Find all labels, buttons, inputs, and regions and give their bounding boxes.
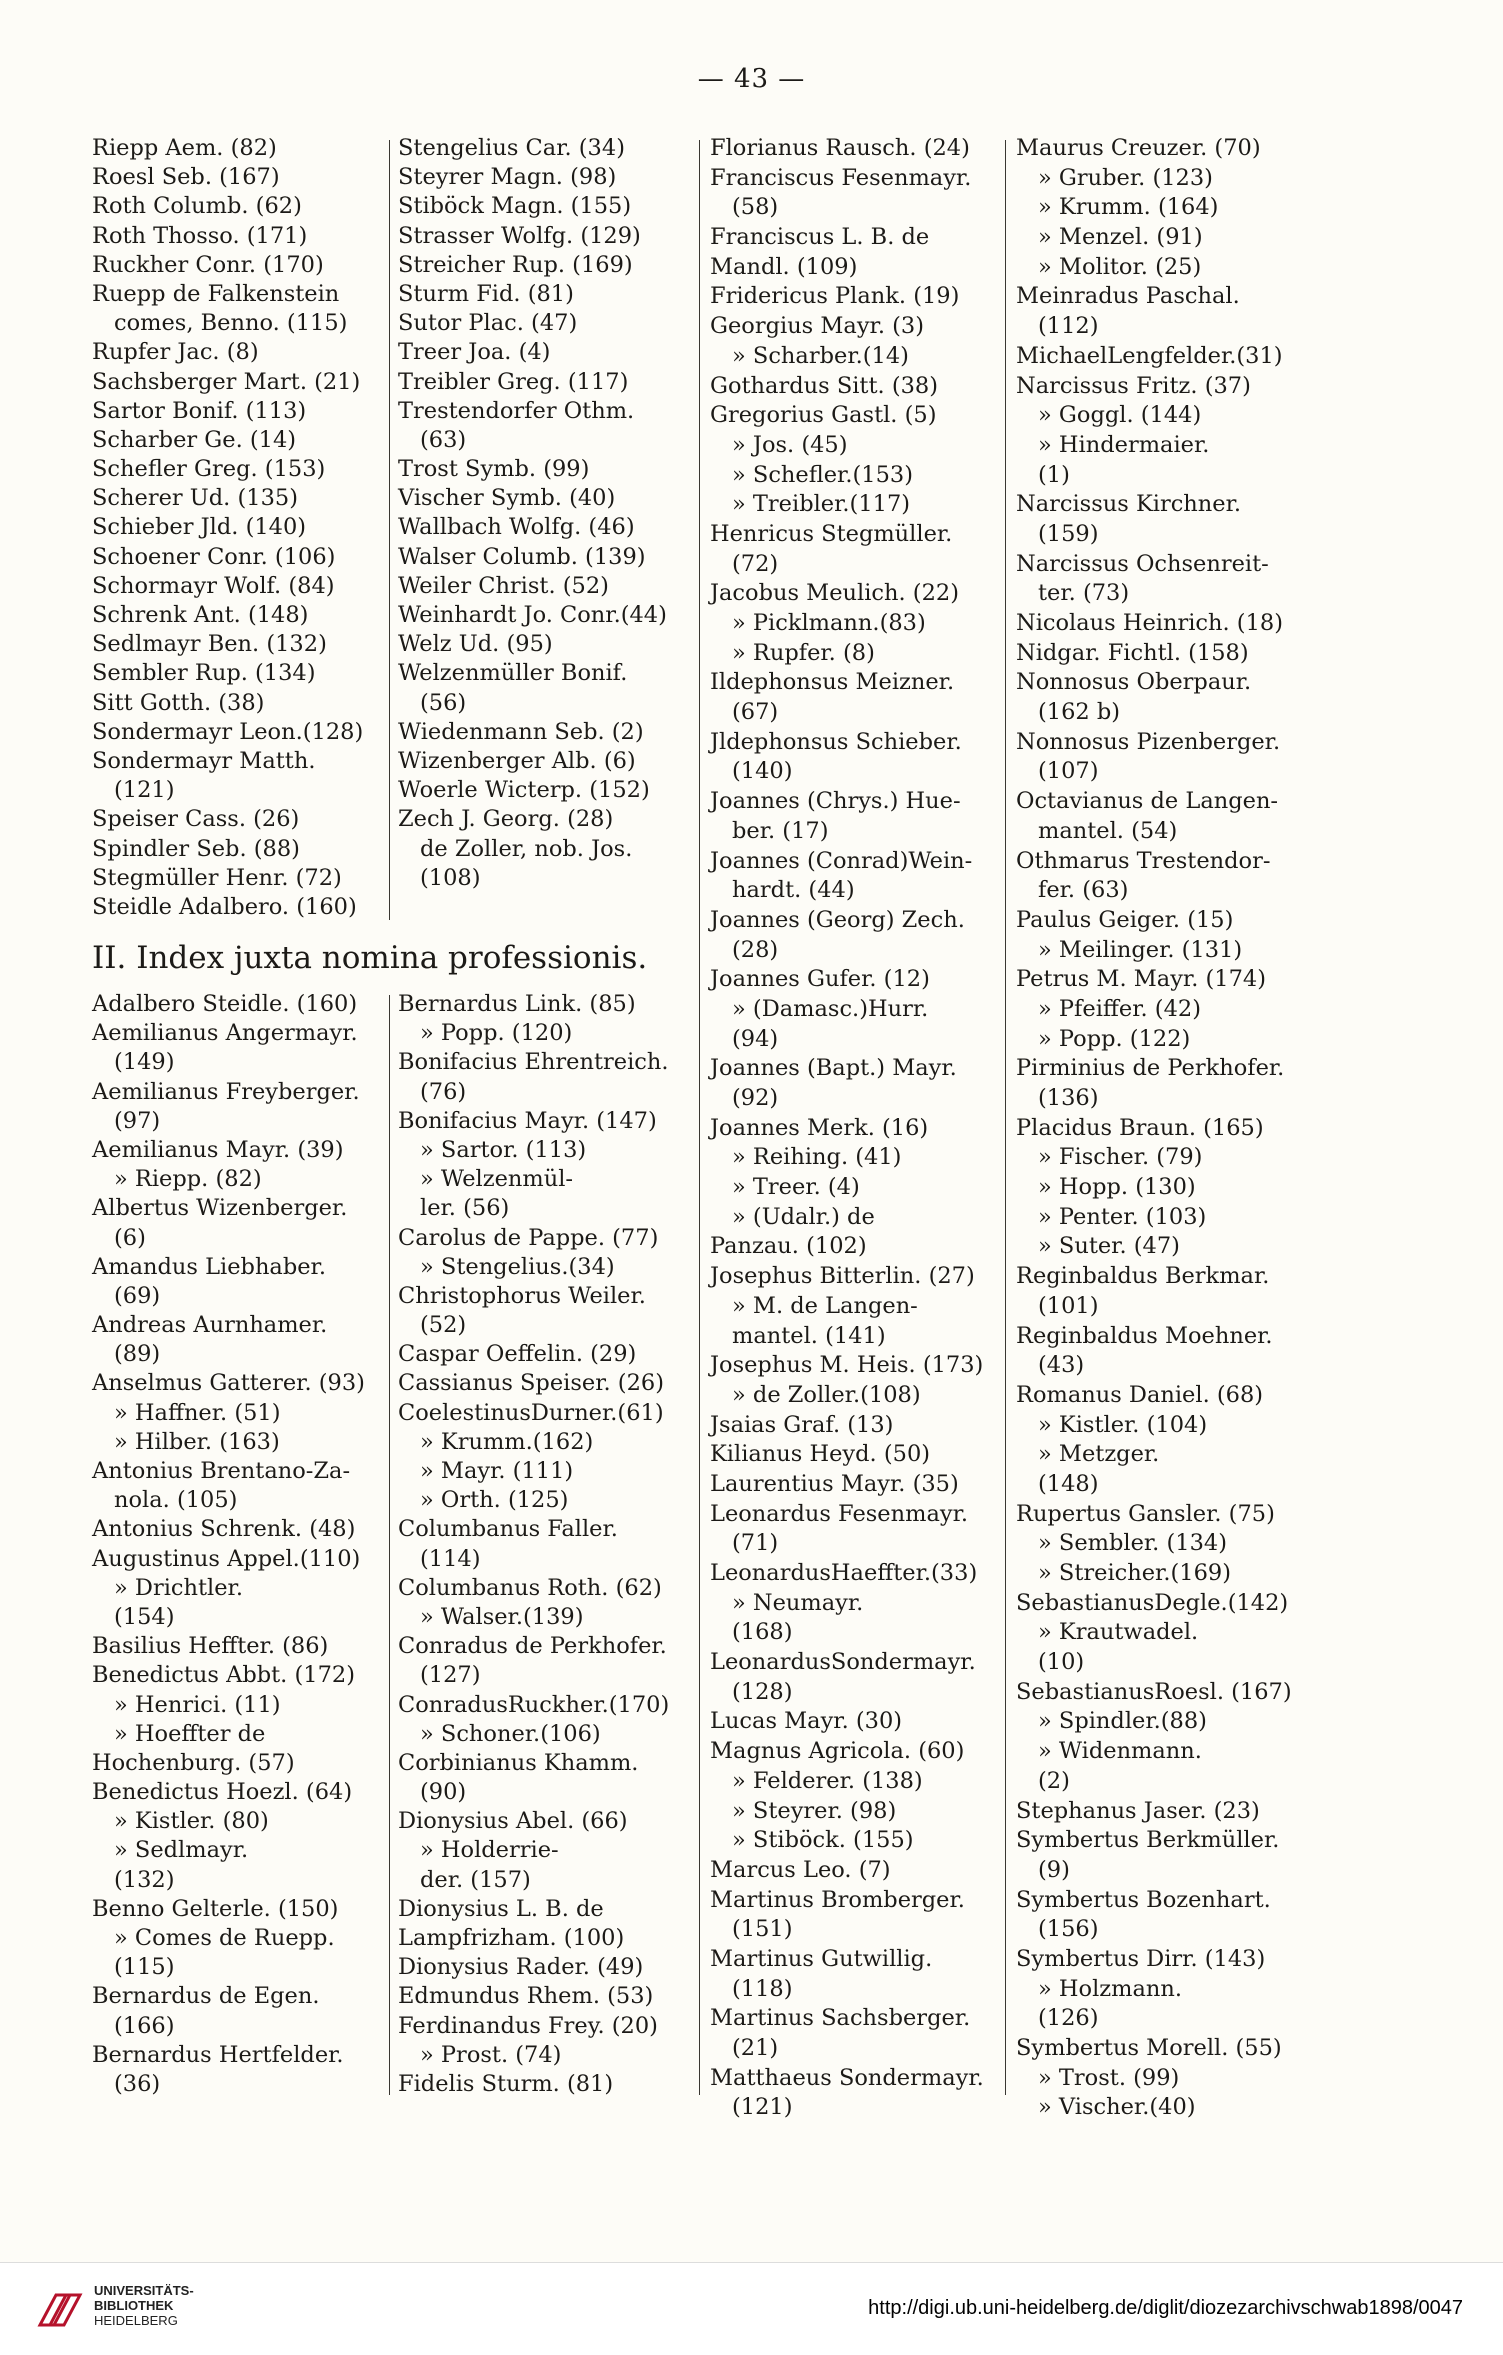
index-entry: » Hilber. (163) [114, 1428, 280, 1455]
index-entry: Treer Joa. (4) [398, 339, 551, 366]
index-entry: » Meilinger. (131) [1038, 936, 1243, 963]
index-entry: Benno Gelterle. (150) [92, 1895, 339, 1922]
index-entry: Florianus Rausch. (24) [710, 135, 970, 161]
index-entry: » Spindler.(88) [1038, 1708, 1207, 1735]
index-entry: » Pfeiffer. (42) [1038, 995, 1201, 1022]
index-entry: Sachsberger Mart. (21) [92, 368, 361, 395]
index-entry: Scherer Ud. (135) [92, 485, 298, 512]
index-entry: Fidelis Sturm. (81) [398, 2070, 614, 2097]
index-entry: (2) [1038, 1767, 1070, 1794]
index-entry: Antonius Schrenk. (48) [92, 1516, 356, 1543]
index-entry: Conradus de Perkhofer. [398, 1633, 667, 1660]
index-entry: LeonardusSondermayr. [710, 1649, 976, 1676]
index-entry: » Holzmann. [1038, 1975, 1183, 2002]
index-entry: Riepp Aem. (82) [92, 135, 277, 161]
index-entry: Columbanus Roth. (62) [398, 1574, 662, 1601]
index-entry: » Sembler. (134) [1038, 1530, 1227, 1557]
index-entry: Magnus Agricola. (60) [710, 1738, 965, 1765]
index-entry: » Walser.(139) [420, 1603, 584, 1630]
index-entry: Schefler Greg. (153) [92, 456, 326, 483]
index-entry: (56) [420, 689, 467, 716]
index-entry: » Reihing. (41) [732, 1144, 902, 1171]
index-entry: Caspar Oeffelin. (29) [398, 1341, 637, 1368]
profession-index-column-4 [1016, 134, 1292, 2123]
index-entry: Josephus Bitterlin. (27) [710, 1263, 975, 1290]
index-entry: (43) [1038, 1352, 1085, 1379]
index-entry: » Schefler.(153) [732, 461, 913, 488]
column-divider [389, 140, 390, 920]
index-entry: (132) [114, 1866, 175, 1893]
index-entry: » Schoner.(106) [420, 1720, 601, 1747]
index-entry: » Treer. (4) [732, 1174, 860, 1201]
index-entry: Walser Columb. (139) [398, 543, 646, 570]
index-entry: Amandus Liebhaber. [92, 1253, 326, 1280]
index-entry: Benedictus Hoezl. (64) [92, 1779, 353, 1806]
index-entry: (114) [420, 1545, 481, 1572]
index-entry: Maurus Creuzer. (70) [1016, 135, 1261, 161]
index-entry: Gregorius Gastl. (5) [710, 402, 937, 429]
index-entry: Schormayr Wolf. (84) [92, 572, 335, 599]
index-entry: Welzenmüller Bonif. [398, 660, 628, 687]
index-entry: MichaelLengfelder.(31) [1016, 342, 1283, 369]
index-entry: Schrenk Ant. (148) [92, 602, 309, 628]
index-entry: nola. (105) [114, 1487, 238, 1514]
index-entry: Ruepp de Falkenstein [92, 280, 340, 307]
index-entry: (10) [1038, 1649, 1085, 1676]
index-entry: Hochenburg. (57) [92, 1749, 295, 1776]
index-entry: » Jos. (45) [732, 431, 848, 458]
index-entry: Sedlmayr Ben. (132) [92, 631, 327, 658]
column-divider [1005, 140, 1006, 2095]
index-entry: (151) [732, 1916, 793, 1943]
index-entry: » Trost. (99) [1038, 2064, 1180, 2091]
index-entry: » Sartor. (113) [420, 1136, 587, 1163]
index-entry: Christophorus Weiler. [398, 1282, 646, 1309]
index-entry: » Prost. (74) [420, 2041, 562, 2068]
index-entry: Narcissus Kirchner. [1016, 491, 1242, 518]
index-entry: Rupertus Gansler. (75) [1016, 1500, 1275, 1527]
index-entry: (108) [420, 864, 481, 891]
index-entry: » (Damasc.)Hurr. [732, 995, 929, 1022]
index-entry: Roth Columb. (62) [92, 193, 302, 220]
profession-index-column-1 [92, 990, 365, 2099]
index-entry: Schieber Jld. (140) [92, 514, 307, 541]
index-entry: » Menzel. (91) [1038, 224, 1203, 251]
index-entry: Adalbero Steidle. (160) [92, 991, 358, 1017]
index-entry: Trestendorfer Othm. [398, 397, 635, 424]
index-entry: Nicolaus Heinrich. (18) [1016, 610, 1283, 636]
index-entry: Jsaias Graf. (13) [710, 1411, 894, 1438]
index-entry: Vischer Symb. (40) [398, 485, 616, 512]
index-entry: » Henrici. (11) [114, 1691, 281, 1718]
index-entry: ConradusRuckher.(170) [398, 1691, 670, 1718]
index-entry: Nonnosus Pizenberger. [1016, 728, 1281, 755]
index-entry: » Widenmann. [1038, 1738, 1202, 1765]
profession-index-column-2 [398, 990, 669, 2099]
index-entry: Joannes (Conrad)Wein- [710, 847, 973, 874]
section-heading: II. Index juxta nomina professionis. [92, 940, 648, 976]
index-entry: Rupfer Jac. (8) [92, 339, 259, 366]
index-entry: Wallbach Wolfg. (46) [398, 514, 635, 541]
index-entry: Joannes (Bapt.) Mayr. [710, 1055, 957, 1082]
index-entry: » de Zoller.(108) [732, 1381, 921, 1408]
index-entry: Symbertus Morell. (55) [1016, 2035, 1282, 2061]
index-entry: Martinus Sachsberger. [710, 2005, 971, 2032]
index-entry: Pirminius de Perkhofer. [1016, 1055, 1285, 1082]
index-entry: Carolus de Pappe. (77) [398, 1224, 659, 1251]
index-entry: Jldephonsus Schieber. [710, 728, 962, 755]
index-entry: Symbertus Bozenhart. [1016, 1886, 1271, 1913]
index-entry: (101) [1038, 1292, 1099, 1319]
library-name: UNIVERSITÄTS- BIBLIOTHEK HEIDELBERG [94, 2283, 194, 2328]
index-entry: » Hopp. (130) [1038, 1174, 1196, 1201]
index-entry: comes, Benno. (115) [114, 310, 348, 337]
index-entry: Petrus M. Mayr. (174) [1016, 966, 1267, 993]
index-entry: (127) [420, 1662, 481, 1689]
index-entry: Streicher Rup. (169) [398, 251, 633, 278]
index-entry: Stephanus Jaser. (23) [1016, 1797, 1260, 1824]
index-entry: Paulus Geiger. (15) [1016, 906, 1234, 933]
index-entry: Josephus M. Heis. (173) [710, 1352, 984, 1379]
index-entry: Kilianus Heyd. (50) [710, 1441, 931, 1468]
index-entry: Weiler Christ. (52) [398, 572, 609, 599]
index-entry: Bernardus Hertfelder. [92, 2041, 344, 2068]
index-entry: Columbanus Faller. [398, 1516, 618, 1543]
index-entry: » Metzger. [1038, 1441, 1160, 1468]
index-entry: Speiser Cass. (26) [92, 806, 300, 833]
index-entry: Antonius Brentano-Za- [92, 1458, 351, 1484]
index-entry: » Gruber. (123) [1038, 164, 1213, 191]
index-entry: Dionysius Rader. (49) [398, 1954, 644, 1981]
index-entry: (71) [732, 1530, 779, 1557]
index-entry: (97) [114, 1107, 161, 1134]
index-entry: » Kistler. (104) [1038, 1411, 1208, 1438]
index-entry: Anselmus Gatterer. (93) [92, 1370, 365, 1397]
index-entry: » Drichtler. [114, 1574, 243, 1601]
index-entry: Sitt Gotth. (38) [92, 689, 265, 716]
index-entry: (154) [114, 1603, 175, 1630]
index-entry: (115) [114, 1954, 175, 1981]
index-entry: Ruckher Conr. (170) [92, 251, 324, 278]
index-entry: (52) [420, 1312, 467, 1339]
index-entry: Ferdinandus Frey. (20) [398, 2012, 658, 2039]
index-entry: Narcissus Ochsenreit- [1016, 550, 1269, 577]
index-entry: Sembler Rup. (134) [92, 660, 316, 687]
index-entry: (9) [1038, 1856, 1070, 1883]
index-entry: Scharber Ge. (14) [92, 426, 297, 453]
index-entry: Laurentius Mayr. (35) [710, 1470, 959, 1497]
index-entry: » Kistler. (80) [114, 1808, 269, 1835]
index-entry: Jacobus Meulich. (22) [710, 580, 959, 607]
index-entry: » Neumayr. [732, 1589, 864, 1616]
index-entry: Steyrer Magn. (98) [398, 164, 617, 191]
index-entry: Mandl. (109) [710, 253, 858, 280]
index-entry: (136) [1038, 1085, 1099, 1111]
index-entry: Schoener Conr. (106) [92, 543, 336, 570]
index-entry: Steidle Adalbero. (160) [92, 893, 357, 920]
index-entry: Andreas Aurnhamer. [92, 1312, 328, 1339]
index-entry: Sondermayr Matth. [92, 747, 316, 774]
index-entry: » Goggl. (144) [1038, 402, 1202, 429]
index-entry: ler. (56) [420, 1195, 510, 1222]
index-entry: Spindler Seb. (88) [92, 835, 300, 862]
index-entry: LeonardusHaeffter.(33) [710, 1560, 978, 1586]
index-entry: Roesl Seb. (167) [92, 164, 280, 191]
index-entry: Placidus Braun. (165) [1016, 1114, 1264, 1141]
index-entry: (168) [732, 1619, 793, 1646]
index-entry: Meinradus Paschal. [1016, 283, 1240, 310]
index-entry: Bonifacius Mayr. (147) [398, 1107, 657, 1134]
index-entry: ter. (73) [1038, 580, 1130, 607]
index-entry: Wiedenmann Seb. (2) [398, 718, 644, 745]
index-entry: (121) [114, 777, 175, 804]
index-entry: » Haffner. (51) [114, 1399, 281, 1426]
index-entry: Romanus Daniel. (68) [1016, 1381, 1264, 1408]
index-entry: Bernardus Link. (85) [398, 991, 636, 1017]
index-entry: Roth Thosso. (171) [92, 222, 308, 249]
index-entry: Othmarus Trestendor- [1016, 847, 1271, 874]
index-entry: (94) [732, 1025, 779, 1052]
index-entry: (28) [732, 936, 779, 963]
index-entry: Stengelius Car. (34) [398, 135, 625, 161]
column-divider [389, 995, 390, 2095]
index-entry: Zech J. Georg. (28) [398, 806, 614, 833]
index-entry: (140) [732, 758, 793, 785]
index-entry: Georgius Mayr. (3) [710, 313, 925, 340]
index-entry: Woerle Wicterp. (152) [398, 777, 650, 804]
index-entry: Strasser Wolfg. (129) [398, 222, 641, 249]
index-entry: (36) [114, 2070, 161, 2097]
index-entry: » Steyrer. (98) [732, 1797, 897, 1824]
index-entry: Symbertus Berkmüller. [1016, 1827, 1280, 1854]
index-entry: Stegmüller Henr. (72) [92, 864, 342, 891]
index-entry: (63) [420, 426, 467, 453]
index-entry: Henricus Stegmüller. [710, 520, 953, 547]
index-entry: » Stiböck. (155) [732, 1827, 914, 1854]
index-entry: Marcus Leo. (7) [710, 1856, 891, 1883]
index-entry: Martinus Bromberger. [710, 1886, 965, 1913]
index-entry: Sutor Plac. (47) [398, 310, 578, 337]
index-entry: (148) [1038, 1470, 1099, 1497]
index-entry: (156) [1038, 1916, 1099, 1943]
library-logo-icon [30, 2281, 86, 2337]
index-entry: Symbertus Dirr. (143) [1016, 1945, 1266, 1972]
index-entry: » Welzenmül- [420, 1166, 574, 1193]
index-entry: Reginbaldus Berkmar. [1016, 1263, 1270, 1290]
index-entry: Nonnosus Oberpaur. [1016, 669, 1252, 696]
index-entry: Benedictus Abbt. (172) [92, 1662, 355, 1689]
index-entry: (21) [732, 2035, 779, 2061]
index-entry: (6) [114, 1224, 146, 1251]
index-entry: Joannes Merk. (16) [710, 1114, 929, 1141]
index-entry: (118) [732, 1975, 793, 2002]
index-entry: Lucas Mayr. (30) [710, 1708, 903, 1735]
index-entry: » Mayr. (111) [420, 1458, 574, 1484]
footer-bar [0, 2262, 1503, 2355]
index-entry: (76) [420, 1078, 467, 1105]
index-entry: Aemilianus Angermayr. [92, 1020, 358, 1047]
index-entry: (89) [114, 1341, 161, 1368]
index-entry: Leonardus Fesenmayr. [710, 1500, 969, 1527]
index-entry: » Rupfer. (8) [732, 639, 875, 666]
page-number: — 43 — [697, 64, 806, 94]
index-entry: Bernardus de Egen. [92, 1983, 320, 2010]
index-entry: Lampfrizham. (100) [398, 1925, 625, 1951]
index-entry: » Felderer. (138) [732, 1767, 923, 1794]
index-entry: Dionysius Abel. (66) [398, 1808, 628, 1835]
index-entry: ber. (17) [732, 817, 829, 844]
index-entry: (149) [114, 1049, 175, 1076]
index-entry: Octavianus de Langen- [1016, 788, 1279, 815]
index-entry: (159) [1038, 520, 1099, 547]
index-entry: » Streicher.(169) [1038, 1560, 1231, 1586]
index-entry: CoelestinusDurner.(61) [398, 1399, 664, 1426]
source-url-link[interactable]: http://digi.ub.uni-heidelberg.de/diglit/diozezarchivschwab1898/0047 [868, 2297, 1463, 2319]
index-entry: Albertus Wizenberger. [92, 1195, 348, 1222]
index-entry: Gothardus Sitt. (38) [710, 372, 938, 399]
index-entry: » Holderrie- [420, 1837, 559, 1864]
index-entry: » Scharber.(14) [732, 342, 909, 369]
index-entry: hardt. (44) [732, 877, 855, 904]
index-entry: » Riepp. (82) [114, 1166, 262, 1193]
index-entry: » Krumm. (164) [1038, 194, 1219, 221]
index-entry: Joannes Gufer. (12) [710, 966, 930, 993]
index-entry: Sturm Fid. (81) [398, 280, 574, 307]
index-entry: mantel. (54) [1038, 817, 1178, 844]
profession-index-column-3 [710, 134, 984, 2123]
index-entry: Bonifacius Ehrentreich. [398, 1049, 669, 1076]
index-entry: SebastianusRoesl. (167) [1016, 1678, 1292, 1705]
index-entry: » Hindermaier. [1038, 431, 1210, 458]
index-entry: (112) [1038, 313, 1099, 340]
index-entry: Nidgar. Fichtl. (158) [1016, 639, 1249, 666]
index-entry: (121) [732, 2094, 793, 2121]
index-entry: » Comes de Ruepp. [114, 1925, 335, 1951]
index-entry: fer. (63) [1038, 877, 1129, 904]
index-entry: (58) [732, 194, 779, 221]
index-entry: (162 b) [1038, 699, 1121, 726]
index-entry: » Popp. (120) [420, 1020, 573, 1047]
index-entry: Stiböck Magn. (155) [398, 193, 632, 220]
index-entry: (72) [732, 550, 779, 577]
index-entry: » Popp. (122) [1038, 1025, 1191, 1052]
index-entry: Treibler Greg. (117) [398, 368, 629, 395]
index-entry: Aemilianus Mayr. (39) [92, 1136, 344, 1163]
index-entry: » Sedlmayr. [114, 1837, 249, 1864]
index-entry: » Molitor. (25) [1038, 253, 1202, 280]
index-entry: Welz Ud. (95) [398, 631, 553, 658]
index-entry: (90) [420, 1779, 467, 1806]
name-index-column-2 [398, 134, 667, 893]
index-entry: Cassianus Speiser. (26) [398, 1370, 664, 1397]
index-entry: Aemilianus Freyberger. [92, 1078, 360, 1105]
index-entry: (92) [732, 1085, 779, 1111]
index-entry: Franciscus L. B. de [710, 224, 930, 251]
index-entry: Weinhardt Jo. Conr.(44) [398, 602, 667, 628]
index-entry: » Krumm.(162) [420, 1428, 594, 1455]
index-entry: SebastianusDegle.(142) [1016, 1589, 1289, 1616]
index-entry: (69) [114, 1282, 161, 1309]
index-entry: » M. de Langen- [732, 1292, 918, 1319]
index-entry: (67) [732, 699, 779, 726]
index-entry: Sartor Bonif. (113) [92, 397, 307, 424]
index-entry: » Treibler.(117) [732, 491, 911, 518]
index-entry: Martinus Gutwillig. [710, 1945, 933, 1972]
index-entry: Franciscus Fesenmayr. [710, 164, 972, 191]
index-entry: Wizenberger Alb. (6) [398, 747, 636, 774]
index-entry: Basilius Heffter. (86) [92, 1633, 329, 1660]
index-entry: mantel. (141) [732, 1322, 886, 1349]
index-entry: (1) [1038, 461, 1070, 488]
index-entry: (126) [1038, 2005, 1099, 2032]
index-entry: » Stengelius.(34) [420, 1253, 615, 1280]
index-entry: Dionysius L. B. de [398, 1895, 604, 1922]
index-entry: Narcissus Fritz. (37) [1016, 372, 1251, 399]
index-entry: » Krautwadel. [1038, 1619, 1199, 1646]
column-divider [699, 140, 700, 2095]
index-entry: » Hoeffter de [114, 1720, 266, 1747]
index-entry: Augustinus Appel.(110) [92, 1545, 361, 1572]
index-entry: Trost Symb. (99) [398, 456, 590, 483]
index-entry: Edmundus Rhem. (53) [398, 1983, 654, 2010]
index-entry: » Picklmann.(83) [732, 610, 926, 636]
index-entry: Fridericus Plank. (19) [710, 283, 960, 310]
index-entry: Panzau. (102) [710, 1233, 867, 1260]
index-entry: » Fischer. (79) [1038, 1144, 1203, 1171]
name-index-column-1 [92, 134, 363, 922]
index-entry: (128) [732, 1678, 793, 1705]
index-entry: Ildephonsus Meizner. [710, 669, 955, 696]
index-entry: Joannes (Chrys.) Hue- [710, 788, 961, 815]
index-entry: » Penter. (103) [1038, 1203, 1207, 1230]
index-entry: » (Udalr.) de [732, 1203, 875, 1230]
index-entry: der. (157) [420, 1866, 531, 1893]
index-entry: » Orth. (125) [420, 1487, 569, 1514]
index-entry: » Suter. (47) [1038, 1233, 1180, 1260]
index-entry: Sondermayr Leon.(128) [92, 718, 364, 745]
index-entry: (107) [1038, 758, 1099, 785]
index-entry: Joannes (Georg) Zech. [710, 906, 965, 933]
index-entry: Corbinianus Khamm. [398, 1749, 639, 1776]
index-entry: » Vischer.(40) [1038, 2094, 1196, 2121]
index-entry: Reginbaldus Moehner. [1016, 1322, 1273, 1349]
index-entry: (166) [114, 2012, 175, 2039]
index-entry: Matthaeus Sondermayr. [710, 2064, 984, 2091]
index-entry: de Zoller, nob. Jos. [420, 835, 633, 862]
